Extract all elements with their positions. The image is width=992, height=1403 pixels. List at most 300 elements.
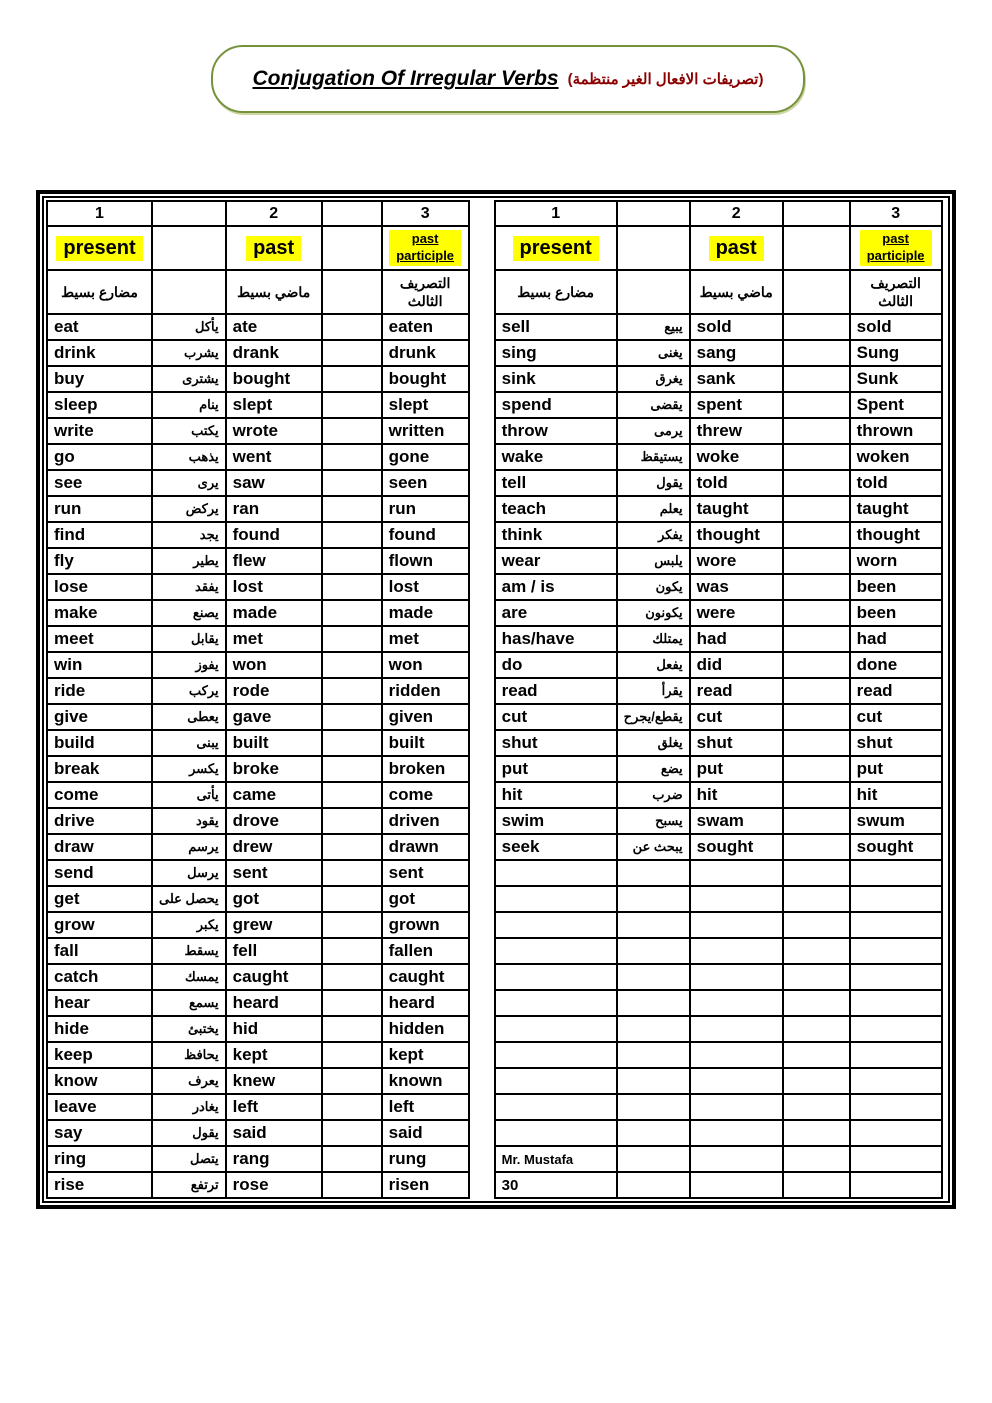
verb-row	[47, 600, 469, 626]
present-highlight: present	[56, 236, 142, 261]
verb-cell-past: told	[690, 470, 783, 496]
col-number-1: 1	[47, 201, 152, 226]
verb-row	[495, 444, 942, 470]
verb-cell-present: catch	[47, 964, 152, 990]
verb-cell-arabic: ينام	[152, 392, 226, 418]
verb-cell-arabic: يمتلك	[617, 626, 690, 652]
verb-cell-arabic: يتصل	[152, 1146, 226, 1172]
verb-cell-participle: Sunk	[850, 366, 942, 392]
verb-cell-gap	[783, 678, 850, 704]
verb-cell-present	[495, 1094, 617, 1120]
verb-cell-past: got	[226, 886, 322, 912]
verb-cell-participle: flown	[382, 548, 469, 574]
verb-row	[47, 886, 469, 912]
verb-row	[495, 1120, 942, 1146]
verb-cell-present: tell	[495, 470, 617, 496]
verb-cell-gap	[783, 782, 850, 808]
verb-cell-gap	[783, 392, 850, 418]
verb-row	[47, 1042, 469, 1068]
verb-cell-arabic: يفكر	[617, 522, 690, 548]
verb-row	[47, 938, 469, 964]
verb-cell-past: ate	[226, 314, 322, 340]
verb-cell-arabic: يبحث عن	[617, 834, 690, 860]
verb-cell-past	[690, 1172, 783, 1198]
verb-cell-gap	[783, 1042, 850, 1068]
verb-cell-present: build	[47, 730, 152, 756]
verb-cell-arabic: يضع	[617, 756, 690, 782]
verb-cell-participle	[850, 912, 942, 938]
verb-cell-present: sing	[495, 340, 617, 366]
verb-cell-participle	[850, 938, 942, 964]
verb-row	[495, 1068, 942, 1094]
col-number-blank	[322, 201, 382, 226]
verb-cell-participle: met	[382, 626, 469, 652]
verb-cell-arabic: يأكل	[152, 314, 226, 340]
present-highlight: present	[513, 236, 599, 261]
past-participle-highlight	[860, 230, 932, 266]
verb-cell-present: get	[47, 886, 152, 912]
column-numbers-row	[495, 201, 942, 226]
verb-cell-arabic: يفعل	[617, 652, 690, 678]
verb-cell-past	[690, 1146, 783, 1172]
verb-cell-participle: driven	[382, 808, 469, 834]
verb-cell-arabic: يركب	[152, 678, 226, 704]
arabic-titles-row	[495, 270, 942, 314]
verb-cell-gap	[322, 964, 382, 990]
verb-cell-past: thought	[690, 522, 783, 548]
verb-row	[47, 522, 469, 548]
verb-cell-past: put	[690, 756, 783, 782]
verb-cell-participle: kept	[382, 1042, 469, 1068]
verb-cell-participle: lost	[382, 574, 469, 600]
verb-cell-present: buy	[47, 366, 152, 392]
verb-cell-present: win	[47, 652, 152, 678]
verb-cell-present	[495, 1120, 617, 1146]
verb-cell-arabic: يرسل	[152, 860, 226, 886]
verb-row	[47, 1094, 469, 1120]
verb-cell-participle: hidden	[382, 1016, 469, 1042]
verb-cell-gap	[783, 444, 850, 470]
verb-row	[47, 1016, 469, 1042]
verb-cell-arabic: يغادر	[152, 1094, 226, 1120]
title-box	[211, 45, 805, 113]
verb-cell-present	[495, 1042, 617, 1068]
verb-cell-present: rise	[47, 1172, 152, 1198]
verb-cell-past: lost	[226, 574, 322, 600]
verb-row	[495, 938, 942, 964]
verb-cell-participle: fallen	[382, 938, 469, 964]
verb-cell-gap	[322, 1016, 382, 1042]
verb-cell-gap	[322, 704, 382, 730]
verb-cell-past	[690, 1068, 783, 1094]
verb-cell-gap	[322, 860, 382, 886]
verb-row	[47, 470, 469, 496]
verb-cell-gap	[322, 652, 382, 678]
verb-cell-arabic	[617, 990, 690, 1016]
verb-cell-gap	[322, 938, 382, 964]
verb-cell-participle: been	[850, 574, 942, 600]
verb-cell-gap	[783, 366, 850, 392]
verb-cell-past: went	[226, 444, 322, 470]
verb-cell-past: kept	[226, 1042, 322, 1068]
verb-row	[495, 860, 942, 886]
verb-cell-arabic: يغرق	[617, 366, 690, 392]
verb-row	[47, 1068, 469, 1094]
verb-cell-present: ride	[47, 678, 152, 704]
past-participle-line2: participle	[396, 248, 455, 263]
header-past-participle	[382, 226, 469, 270]
verb-cell-arabic: يأتى	[152, 782, 226, 808]
verb-cell-present: hide	[47, 1016, 152, 1042]
verb-cell-past: broke	[226, 756, 322, 782]
verb-cell-arabic: يبيع	[617, 314, 690, 340]
verb-cell-gap	[322, 340, 382, 366]
verb-cell-participle: gone	[382, 444, 469, 470]
verb-cell-arabic: يسبح	[617, 808, 690, 834]
verb-cell-gap	[322, 366, 382, 392]
verb-cell-participle	[850, 1016, 942, 1042]
verb-cell-participle: been	[850, 600, 942, 626]
verb-cell-participle: broken	[382, 756, 469, 782]
header-past-arabic: ماضي بسيط	[690, 270, 783, 314]
verb-row	[47, 1146, 469, 1172]
col-number-2: 2	[226, 201, 322, 226]
verb-cell-past: sent	[226, 860, 322, 886]
verb-row	[495, 990, 942, 1016]
verb-cell-gap	[322, 808, 382, 834]
verb-cell-gap	[322, 470, 382, 496]
left-table-header	[47, 201, 469, 314]
verb-cell-arabic: يركض	[152, 496, 226, 522]
page-title: Conjugation Of Irregular Verbs	[252, 67, 559, 90]
verb-cell-participle: Sung	[850, 340, 942, 366]
verb-cell-participle: thrown	[850, 418, 942, 444]
verb-cell-arabic: يقضى	[617, 392, 690, 418]
right-verb-table	[494, 200, 943, 1199]
verb-cell-arabic: يصنع	[152, 600, 226, 626]
verb-cell-gap	[783, 964, 850, 990]
verb-cell-participle: Spent	[850, 392, 942, 418]
header-blank	[617, 226, 690, 270]
verb-cell-present: teach	[495, 496, 617, 522]
page-title-arabic: (تصريفات الافعال الغير منتظمة)	[567, 71, 764, 88]
verb-row	[495, 886, 942, 912]
verb-cell-arabic: يستيقظ	[617, 444, 690, 470]
header-blank	[783, 270, 850, 314]
verb-cell-participle: found	[382, 522, 469, 548]
verb-cell-arabic: يرى	[152, 470, 226, 496]
verb-cell-gap	[322, 574, 382, 600]
verb-cell-arabic: يشترى	[152, 366, 226, 392]
left-verb-table	[46, 200, 470, 1199]
verb-cell-past: flew	[226, 548, 322, 574]
verb-cell-past: sought	[690, 834, 783, 860]
verb-cell-arabic	[617, 1120, 690, 1146]
verb-cell-arabic: يقابل	[152, 626, 226, 652]
verb-row	[495, 496, 942, 522]
verb-row	[47, 1120, 469, 1146]
verb-row	[47, 548, 469, 574]
verb-cell-present: read	[495, 678, 617, 704]
participle-arabic-line1: التصريف	[399, 274, 451, 291]
verb-cell-present: sink	[495, 366, 617, 392]
verb-cell-past: slept	[226, 392, 322, 418]
verb-cell-past: threw	[690, 418, 783, 444]
verb-cell-gap	[783, 1120, 850, 1146]
verb-cell-participle: sought	[850, 834, 942, 860]
verb-cell-past	[690, 886, 783, 912]
verb-cell-participle: ridden	[382, 678, 469, 704]
verb-row	[495, 574, 942, 600]
verb-cell-gap	[783, 886, 850, 912]
verb-cell-arabic: يقود	[152, 808, 226, 834]
verb-cell-arabic	[617, 964, 690, 990]
verb-cell-participle	[850, 860, 942, 886]
verb-cell-past: hit	[690, 782, 783, 808]
verb-cell-past	[690, 860, 783, 886]
verb-cell-past	[690, 1120, 783, 1146]
verb-cell-participle: seen	[382, 470, 469, 496]
verb-row	[47, 366, 469, 392]
verb-cell-present: do	[495, 652, 617, 678]
verb-cell-participle: risen	[382, 1172, 469, 1198]
verb-cell-present: meet	[47, 626, 152, 652]
verb-cell-past: had	[690, 626, 783, 652]
verb-cell-past: came	[226, 782, 322, 808]
verb-cell-gap	[322, 912, 382, 938]
verb-cell-past	[690, 912, 783, 938]
verb-row	[495, 964, 942, 990]
col-number-3: 3	[850, 201, 942, 226]
verb-cell-present: put	[495, 756, 617, 782]
verb-cell-present: draw	[47, 834, 152, 860]
col-number-blank	[783, 201, 850, 226]
verb-row	[495, 392, 942, 418]
verb-cell-arabic: يعلم	[617, 496, 690, 522]
verb-row	[495, 522, 942, 548]
header-past-participle	[850, 226, 942, 270]
verb-cell-arabic: يغنى	[617, 340, 690, 366]
participle-arabic-line1: التصريف	[870, 274, 921, 291]
verb-cell-past: rose	[226, 1172, 322, 1198]
right-table-header	[495, 201, 942, 314]
verb-cell-arabic: يحافظ	[152, 1042, 226, 1068]
verb-cell-gap	[322, 1094, 382, 1120]
verb-row	[495, 912, 942, 938]
verb-cell-gap	[783, 834, 850, 860]
verb-cell-arabic: يفقد	[152, 574, 226, 600]
verb-cell-participle: got	[382, 886, 469, 912]
verb-cell-arabic: يذهب	[152, 444, 226, 470]
verb-cell-present: seek	[495, 834, 617, 860]
verb-row	[47, 782, 469, 808]
verb-cell-past: built	[226, 730, 322, 756]
verb-cell-past: swam	[690, 808, 783, 834]
verb-cell-past: cut	[690, 704, 783, 730]
verb-cell-participle	[850, 1068, 942, 1094]
verb-cell-past: drove	[226, 808, 322, 834]
verb-cell-arabic: يجد	[152, 522, 226, 548]
verb-cell-arabic: ضرب	[617, 782, 690, 808]
past-participle-line1: past	[882, 231, 909, 247]
verb-row	[495, 548, 942, 574]
verb-cell-participle: sent	[382, 860, 469, 886]
verb-cell-present: shut	[495, 730, 617, 756]
verb-cell-gap	[322, 600, 382, 626]
verb-cell-participle	[850, 964, 942, 990]
verb-cell-gap	[783, 912, 850, 938]
verb-cell-present: hit	[495, 782, 617, 808]
verb-cell-arabic: يسمع	[152, 990, 226, 1016]
col-number-blank	[617, 201, 690, 226]
past-participle-line1: past	[411, 231, 439, 247]
verb-cell-present: eat	[47, 314, 152, 340]
verb-cell-participle: read	[850, 678, 942, 704]
verb-cell-gap	[322, 392, 382, 418]
verb-row	[47, 340, 469, 366]
verb-row	[495, 652, 942, 678]
verb-cell-present: Mr. Mustafa	[495, 1146, 617, 1172]
verb-cell-present: leave	[47, 1094, 152, 1120]
verb-cell-present	[495, 1016, 617, 1042]
verb-cell-arabic: يكسر	[152, 756, 226, 782]
verb-cell-past: sold	[690, 314, 783, 340]
past-highlight: past	[246, 236, 301, 261]
verb-cell-gap	[322, 548, 382, 574]
verb-cell-gap	[322, 1172, 382, 1198]
past-participle-highlight	[389, 230, 461, 266]
header-participle-arabic	[382, 270, 469, 314]
verb-row	[495, 470, 942, 496]
verb-cell-gap	[322, 1042, 382, 1068]
verb-cell-arabic	[617, 938, 690, 964]
verb-cell-gap	[322, 834, 382, 860]
verb-cell-arabic: يغلق	[617, 730, 690, 756]
verb-cell-participle	[850, 1146, 942, 1172]
verb-cell-gap	[783, 704, 850, 730]
verb-cell-past: spent	[690, 392, 783, 418]
header-past	[226, 226, 322, 270]
verb-cell-participle: built	[382, 730, 469, 756]
verb-cell-participle: had	[850, 626, 942, 652]
header-past	[690, 226, 783, 270]
verb-cell-participle: run	[382, 496, 469, 522]
header-blank	[322, 270, 382, 314]
verb-row	[495, 366, 942, 392]
verb-cell-arabic	[617, 1016, 690, 1042]
verb-cell-past: was	[690, 574, 783, 600]
verb-cell-gap	[783, 574, 850, 600]
verb-cell-participle: said	[382, 1120, 469, 1146]
verb-cell-past: wore	[690, 548, 783, 574]
verb-cell-arabic	[617, 1146, 690, 1172]
inner-frame	[42, 196, 950, 1203]
verb-cell-past: sang	[690, 340, 783, 366]
verb-cell-gap	[783, 548, 850, 574]
verb-cell-present: drink	[47, 340, 152, 366]
header-blank	[783, 226, 850, 270]
header-blank	[152, 226, 226, 270]
verb-row	[495, 678, 942, 704]
verb-cell-participle: made	[382, 600, 469, 626]
verb-row	[495, 808, 942, 834]
verb-cell-gap	[322, 444, 382, 470]
verb-cell-gap	[783, 1146, 850, 1172]
verb-cell-participle: sold	[850, 314, 942, 340]
verb-cell-participle: come	[382, 782, 469, 808]
verb-row	[47, 626, 469, 652]
verb-cell-present: am / is	[495, 574, 617, 600]
verb-cell-arabic: يسقط	[152, 938, 226, 964]
verb-cell-gap	[783, 730, 850, 756]
verb-cell-participle: caught	[382, 964, 469, 990]
verb-cell-participle: won	[382, 652, 469, 678]
verb-cell-present: break	[47, 756, 152, 782]
verb-row	[47, 652, 469, 678]
verb-cell-participle: done	[850, 652, 942, 678]
verb-cell-present	[495, 886, 617, 912]
verb-cell-gap	[783, 340, 850, 366]
verb-cell-participle	[850, 990, 942, 1016]
verb-row	[495, 1094, 942, 1120]
verb-cell-present: sell	[495, 314, 617, 340]
verb-row	[47, 990, 469, 1016]
verb-cell-past: drank	[226, 340, 322, 366]
verb-cell-arabic	[617, 912, 690, 938]
verb-cell-participle: drunk	[382, 340, 469, 366]
verb-cell-past: woke	[690, 444, 783, 470]
verb-cell-past: said	[226, 1120, 322, 1146]
verb-cell-present	[495, 964, 617, 990]
verb-cell-arabic: يختبئ	[152, 1016, 226, 1042]
verb-cell-present: hear	[47, 990, 152, 1016]
verb-row	[495, 314, 942, 340]
header-participle-arabic	[850, 270, 942, 314]
verb-cell-arabic	[617, 860, 690, 886]
verb-cell-gap	[322, 626, 382, 652]
verb-cell-present: sleep	[47, 392, 152, 418]
verb-cell-participle: taught	[850, 496, 942, 522]
verb-cell-arabic	[617, 886, 690, 912]
verb-cell-arabic: يمسك	[152, 964, 226, 990]
header-present	[47, 226, 152, 270]
verb-cell-participle: thought	[850, 522, 942, 548]
verb-cell-past: left	[226, 1094, 322, 1120]
verb-cell-gap	[322, 990, 382, 1016]
verb-cell-arabic: يعطى	[152, 704, 226, 730]
verb-cell-arabic	[617, 1094, 690, 1120]
verb-cell-gap	[322, 314, 382, 340]
verb-row	[47, 418, 469, 444]
verb-cell-past: bought	[226, 366, 322, 392]
verb-cell-arabic: يقطع/يجرح	[617, 704, 690, 730]
header-blank	[152, 270, 226, 314]
verb-cell-arabic: يكونون	[617, 600, 690, 626]
verb-cell-participle	[850, 1094, 942, 1120]
verb-row	[495, 626, 942, 652]
verb-cell-participle: put	[850, 756, 942, 782]
header-present-arabic: مضارع بسيط	[47, 270, 152, 314]
verb-row	[495, 704, 942, 730]
verb-cell-past: taught	[690, 496, 783, 522]
verb-cell-participle: known	[382, 1068, 469, 1094]
verb-cell-past	[690, 964, 783, 990]
verb-cell-gap	[322, 418, 382, 444]
verb-cell-gap	[322, 496, 382, 522]
verb-cell-arabic: يقرأ	[617, 678, 690, 704]
verb-cell-participle: given	[382, 704, 469, 730]
verb-cell-gap	[783, 314, 850, 340]
